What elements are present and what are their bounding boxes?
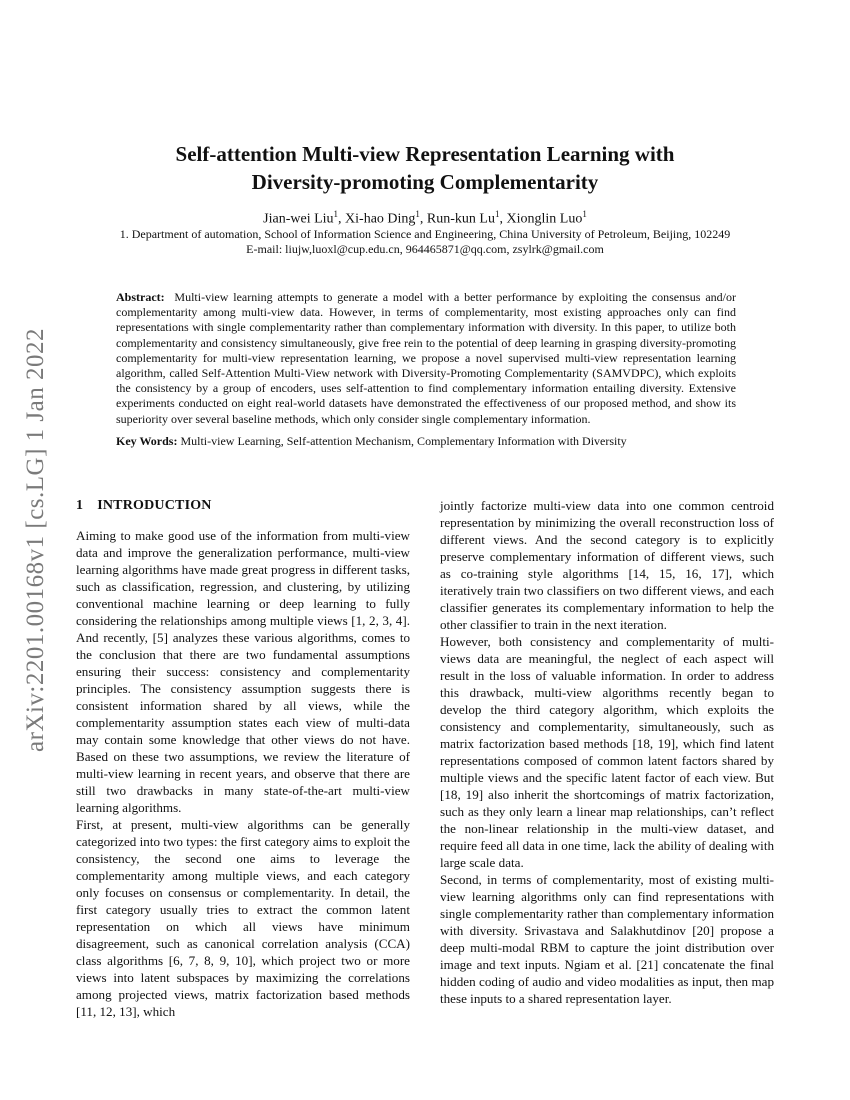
arxiv-stamp-text: arXiv:2201.00168v1 [cs.LG] 1 Jan 2022 xyxy=(22,328,49,752)
title-line-1: Self-attention Multi-view Representation Learning with xyxy=(175,142,675,166)
paper-title xyxy=(95,140,755,196)
author: Jian-wei Liu xyxy=(263,211,334,227)
paragraph: However, both consistency and complementarity of multi-views data are meaningful, the neglect of each aspect will result in the loss of valuable information. In order to address this drawback, multi-view algorithms recently began to develop the third category algorithm, which exploits the consistency and complementarity, simultaneously, such as matrix factorization based methods [18, 19], which find latent representations composed of common latent factors shared by multiple views and the specific latent factor of each view. But [18, 19] also inherit the shortcomings of matrix factorization, such as they only learn a linear map relationships, can’t reflect the non-linear relationship in the multi-view dataset, and require feed all data in one time, lack the ability of dealing with large scale data. xyxy=(440,634,774,870)
arxiv-stamp xyxy=(14,300,58,780)
left-column xyxy=(76,527,410,1020)
right-column xyxy=(440,497,774,1007)
author-affil-marker: 1 xyxy=(415,209,420,219)
paragraph: Aiming to make good use of the information from multi-view data and improve the generalization performance, multi-view learning algorithms have made great progress in different tasks, such as classification, regression, and clustering, by utilizing conventional machine learning or deep learning to fully considering the relationships among multiple views [1, 2, 3, 4]. And recently, [5] analyzes these various algorithms, comes to the conclusion that there are two fundamental assumptions ensuring their success: consistency and complementarity principles. The consistency assumption suggests there is consistent information shared by all views, while the complementarity assumption states each view of multi-data may contain some knowledge that other views do not have. Based on these two assumptions, we review the literature of multi-view learning in recent years, and observe that there are still two drawbacks in many state-of-the-art multi-view learning algorithms. xyxy=(76,528,410,815)
author-affil-marker: 1 xyxy=(333,209,339,219)
author-list: Jian-wei Liu$^1$, Xi-hao Ding$^1$, Run-kun Lu$^1$, Xionglin Luo$^1$ xyxy=(263,209,587,227)
paragraph: jointly factorize multi-view data into one common centroid representation by minimizing the overall reconstruction loss of different views. And the second category is to explicitly preserve complementary information of different views, such as co-training style algorithms [14, 15, 16, 17], which iteratively train two classifiers on two different views, and each classifier generates its complementary information to help the other classifier to train in the next iteration. xyxy=(440,498,774,632)
keywords-text: Multi-view Learning, Self-attention Mechanism, Complementary Information with Diversity xyxy=(180,434,627,448)
email-line: E-mail: liujw,luoxl@cup.edu.cn, 964465871@qq.com, zsylrk@gmail.com xyxy=(246,242,604,256)
section-number: 1 xyxy=(76,498,84,513)
paragraph: Second, in terms of complementarity, most of existing multi-view learning algorithms only can find representations with single complementarity rather than complementary information with diversity. Srivastava and Salakhutdinov [20] propose a deep multi-modal RBM to capture the joint distribution over image and text inputs. Ngiam et al. [21] concatenate the final hidden coding of audio and video modalities as input, then map these inputs to a shared representation layer. xyxy=(440,872,774,1006)
abstract-label: Abstract: xyxy=(116,290,165,304)
keywords-label: Key Words: xyxy=(116,434,178,448)
author-affil-marker: 1 xyxy=(582,209,587,219)
keywords xyxy=(116,434,736,449)
author: Xionglin Luo xyxy=(506,211,583,227)
author-affil-marker: 1 xyxy=(494,209,500,219)
title-line-2: Diversity-promoting Complementarity xyxy=(251,170,599,194)
abstract xyxy=(116,290,736,427)
section-title: INTRODUCTION xyxy=(97,498,212,513)
abstract-text: Multi-view learning attempts to generate a model with a better performance by exploiting the consensus and/or complementarity among multi-view data. However, in terms of complementarity, most existing approaches only can find representations with single complementarity rather than complementary information with diversity. In this paper, to utilize both complementarity and consistency simultaneously, give free rein to the potential of deep learning in grasping diversity-promoting complementarity for multi-view representation learning, we propose a novel supervised multi-view representation learning algorithm, called Self-Attention Multi-View network with Diversity-Promoting Complementarity (SAMVDPC), which exploits the consistency by a group of encoders, uses self-attention to find complementary information entailing diversity. Extensive experiments conducted on eight real-world datasets have demonstrated the effectiveness of our proposed method, and show its superiority over several baseline methods, which only consider single complementary information. xyxy=(116,290,736,426)
affiliation: 1. Department of automation, School of Information Science and Engineering, China University of Petroleum, Beijing, 102249 xyxy=(119,227,731,241)
section-heading xyxy=(76,498,212,514)
author: Run-kun Lu xyxy=(426,211,495,227)
paragraph: First, at present, multi-view algorithms can be generally categorized into two types: the first category aims to exploit the consistency, the second one aims to leverage the complementarity among multiple views, and each category only focuses on consensus or complementarity. In detail, the first category usually tries to extract the common latent representation on which all views have minimum disagreement, such as canonical correlation analysis (CCA) class algorithms [6, 7, 8, 9, 10], which project two or more views into latent subspaces by maximizing the correlations among projected views, matrix factorization based methods [11, 12, 13], which xyxy=(76,817,410,1019)
affiliation-block xyxy=(95,227,755,257)
author: Xi-hao Ding xyxy=(345,211,416,227)
